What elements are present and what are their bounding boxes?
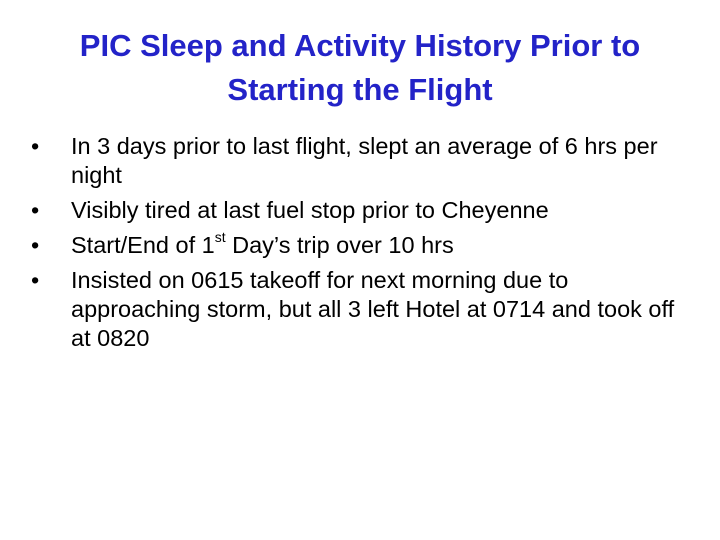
title-line-2: Starting the Flight	[227, 72, 493, 107]
bullet-dot-icon: •	[31, 197, 40, 223]
bullet-text: In 3 days prior to last flight, slept an average of 6 hrs per night	[71, 133, 658, 188]
bullet-text-before: Start/End of 1	[71, 232, 215, 258]
bullet-text-after: Day’s trip over 10 hrs	[225, 232, 454, 258]
title-line-1: PIC Sleep and Activity History Prior to	[79, 28, 641, 63]
bullet-list	[28, 132, 698, 359]
bullet-text: Visibly tired at last fuel stop prior to Cheyenne	[71, 197, 549, 223]
bullet-dot-icon: •	[31, 133, 40, 159]
ordinal-superscript: st	[214, 229, 226, 246]
bullet-dot-icon: •	[31, 267, 40, 293]
bullet-item-sleep	[28, 132, 698, 190]
bullet-item-duration	[28, 231, 698, 260]
bullet-text: Insisted on 0615 takeoff for next morning due to approaching storm, but all 3 left Hotel at 0714 and took off at 0820	[71, 267, 675, 351]
bullet-item-takeoff	[28, 266, 698, 353]
bullet-item-tired	[28, 196, 698, 225]
bullet-dot-icon: •	[31, 232, 40, 258]
slide-title	[30, 24, 690, 112]
